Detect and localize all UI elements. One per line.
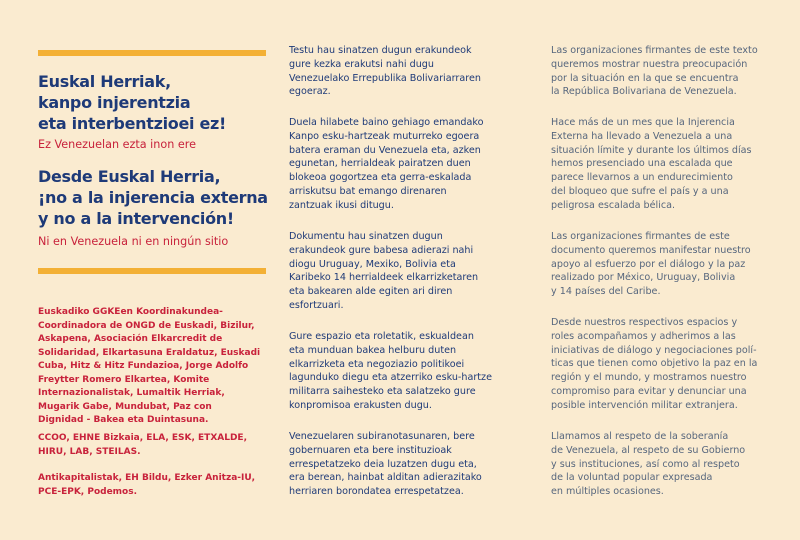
text-line: lagunduko diegu eta atzerriko esku-hartze [289, 372, 492, 384]
text-line: eta bakearen alde egiten ari diren [289, 286, 453, 298]
text-line: Testu hau sinatzen dugun erakundeok [289, 45, 472, 56]
text-line: Desde nuestros respectivos espacios y [551, 317, 738, 328]
text-line: batera eraman du Venezuela eta, azken [289, 144, 481, 156]
headline-line: eta interbentzioei ez! [38, 114, 227, 133]
signatory-line: HIRU, LAB, STEILAS. [38, 446, 141, 457]
text-line: documento queremos manifestar nuestro [551, 244, 751, 256]
signatory-line: Euskadiko GGKEen Koordinakundea- [38, 307, 223, 317]
spanish-paragraph-3 [551, 230, 751, 299]
headline-line: Euskal Herriak, [38, 72, 171, 91]
text-line: ticas que tienen como objetivo la paz en la [551, 358, 758, 370]
text-line: elkarrizketa eta negoziazio politikoei [289, 358, 465, 370]
text-line: esfortzuari. [289, 299, 344, 311]
signatory-line: CCOO, EHNE Bizkaia, ELA, ESK, ETXALDE, [38, 433, 247, 443]
subtitle-spanish: Ni en Venezuela ni en ningún sitio [38, 235, 229, 248]
text-line: eta munduan bakea helburu duten [289, 344, 457, 356]
text-line: gure kezka erakutsi nahi dugu [289, 58, 434, 70]
spanish-paragraph-1 [551, 44, 758, 99]
text-line: egunetan, herrialdeak pairatzen duen [289, 158, 471, 170]
signatory-line: Dignidad - Bakea eta Duintasuna. [38, 415, 209, 425]
signatory-line: Cuba, Hitz & Hitz Fundazioa, Jorge Adolfo [38, 361, 249, 371]
text-line: zantzuak ikusi ditugu. [289, 199, 394, 211]
basque-paragraph-4 [289, 330, 492, 413]
bottom-accent-bar [38, 268, 266, 274]
text-line: Karibeko 14 herrialdeek elkarrizketaren [289, 272, 479, 284]
basque-paragraph-5 [289, 430, 482, 499]
text-line: compromiso para evitar y denunciar una [551, 385, 747, 397]
spanish-paragraph-5 [551, 430, 745, 499]
text-line: Hace más de un mes que la Injerencia [551, 117, 735, 128]
top-accent-bar [38, 50, 266, 56]
text-line: konpromisoa erakusten dugu. [289, 399, 432, 411]
signatories-ngo [38, 306, 278, 428]
headline-spanish [38, 166, 278, 229]
headline-basque [38, 71, 270, 134]
text-line: Externa ha llevado a Venezuela a una [551, 130, 733, 142]
text-line: erakundeok gure babesa adierazi nahi [289, 244, 474, 256]
text-line: blokeoa gogortzea eta gerra-eskalada [289, 172, 472, 184]
signatory-line: Solidaridad, Elkartasuna Eraldatuz, Euskadi [38, 347, 261, 358]
text-line: Las organizaciones firmantes de este texto [551, 45, 758, 56]
text-line: parece llevarnos a un endurecimiento [551, 172, 733, 184]
text-line: y sus instituciones, así como al respeto [551, 458, 740, 470]
headline-line: Desde Euskal Herria, [38, 167, 221, 186]
text-line: iniciativas de diálogo y negociaciones polí- [551, 344, 757, 356]
signatories-unions [38, 432, 278, 459]
text-line: de Venezuela, al respeto de su Gobierno [551, 444, 746, 456]
signatory-line: Internazionalistak, Lumaltik Herriak, [38, 388, 225, 398]
spanish-paragraph-2 [551, 116, 752, 213]
spanish-paragraph-4 [551, 316, 757, 413]
text-line: hemos presenciado una escalada que [551, 158, 733, 170]
headline-line: y no a la intervención! [38, 209, 234, 228]
text-line: y 14 países del Caribe. [551, 286, 661, 298]
text-line: errespetatzeko deia luzatzen dugu eta, [289, 458, 477, 470]
text-line: en múltiples ocasiones. [551, 486, 664, 498]
text-line: realizado por México, Uruguay, Bolivia [551, 272, 736, 284]
text-line: del bloqueo que sufre el país y a una [551, 185, 729, 197]
text-line: Las organizaciones firmantes de este [551, 231, 730, 242]
text-line: herriaren borondatea errespetatzea. [289, 486, 464, 498]
text-line: Dokumentu hau sinatzen dugun [289, 231, 443, 242]
text-line: gobernuaren eta bere instituzioak [289, 444, 452, 456]
text-line: por la situación en la que se encuentra [551, 72, 739, 84]
text-line: queremos mostrar nuestra preocupación [551, 58, 748, 70]
text-line: posible intervención militar extranjera. [551, 399, 738, 411]
text-line: Venezuelako Errepublika Bolivariarraren [289, 72, 481, 84]
text-line: Llamamos al respeto de la soberanía [551, 431, 729, 442]
signatory-line: Freytter Romero Elkartea, Komite [38, 374, 210, 385]
basque-paragraph-2 [289, 116, 483, 213]
text-line: situación límite y durante los últimos días [551, 144, 752, 156]
text-line: Kanpo esku-hartzeak muturreko egoera [289, 130, 480, 142]
text-line: diogu Uruguay, Mexiko, Bolivia eta [289, 258, 456, 270]
text-line: peligrosa escalada bélica. [551, 199, 676, 211]
subtitle-basque: Ez Venezuelan ezta inon ere [38, 138, 196, 151]
headline-line: kanpo injerentzia [38, 93, 191, 112]
text-line: de la voluntad popular expresada [551, 472, 713, 484]
text-line: militarra saihesteko eta salatzeko gure [289, 386, 476, 398]
text-line: arriskutsu bat emango direnaren [289, 185, 447, 197]
text-line: Gure espazio eta roletatik, eskualdean [289, 331, 474, 342]
text-line: la República Bolivariana de Venezuela. [551, 86, 737, 98]
text-line: egoeraz. [289, 86, 331, 98]
basque-paragraph-3 [289, 230, 478, 313]
text-line: apoyo al esfuerzo por el diálogo y la paz [551, 258, 746, 270]
signatories-parties [38, 472, 278, 499]
signatory-line: PCE-EPK, Podemos. [38, 486, 138, 497]
text-line: roles acompañamos y adherimos a las [551, 330, 736, 342]
text-line: Duela hilabete baino gehiago emandako [289, 117, 484, 128]
text-line: Venezuelaren subiranotasunaren, bere [289, 431, 475, 442]
signatory-line: Antikapitalistak, EH Bildu, Ezker Anitza-IU, [38, 473, 256, 483]
signatory-line: Coordinadora de ONGD de Euskadi, Bizilur, [38, 320, 255, 331]
headline-line: ¡no a la injerencia externa [38, 188, 268, 207]
text-line: región y el mundo, y mostramos nuestro [551, 372, 747, 384]
signatory-line: Askapena, Asociación Elkarcredit de [38, 334, 223, 344]
text-line: era berean, hainbat alditan adierazitako [289, 472, 482, 484]
basque-paragraph-1 [289, 44, 481, 99]
signatory-line: Mugarik Gabe, Mundubat, Paz con [38, 401, 212, 412]
